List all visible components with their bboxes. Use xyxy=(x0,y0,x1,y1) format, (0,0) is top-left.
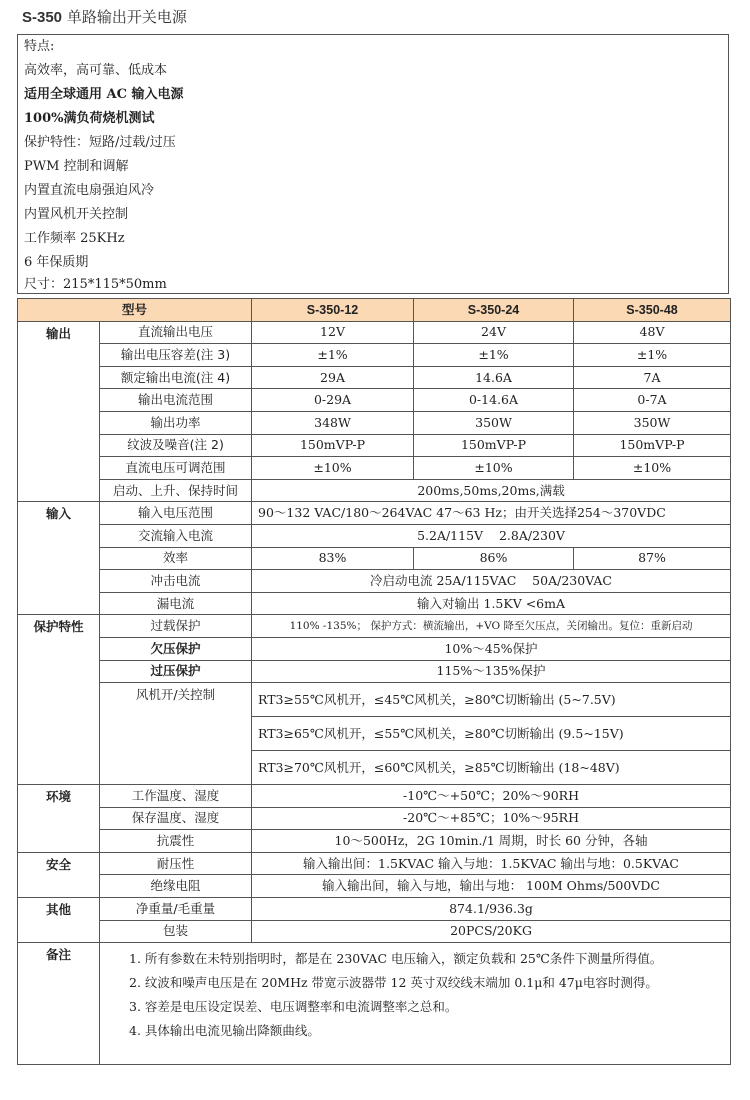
cell: 350W xyxy=(574,411,731,434)
feature-line: 尺寸：215*115*50mm xyxy=(24,277,167,292)
table-row xyxy=(18,920,731,943)
page-title xyxy=(22,6,187,27)
row-item: 输出电压容差(注 3) xyxy=(100,344,252,367)
note-line: 1. 所有参数在未特别指明时，都是在 230VAC 电压输入，额定负载和 25℃条件下测量所得值。 xyxy=(129,951,663,967)
group-input: 输入 xyxy=(18,502,100,615)
feature-line: 特点: xyxy=(24,39,55,54)
table-row xyxy=(18,411,731,434)
note-line: 4. 具体输出电流见输出降额曲线。 xyxy=(129,1023,320,1039)
cell: ±10% xyxy=(574,457,731,480)
cell: ±10% xyxy=(252,457,414,480)
table-row xyxy=(18,524,731,547)
table-row xyxy=(18,875,731,898)
feature-line: 高效率，高可靠、低成本 xyxy=(24,63,168,78)
cell: 90～132 VAC/180～264VAC 47～63 Hz；由开关选择254～370VDC xyxy=(252,502,731,525)
row-item: 纹波及噪音(注 2) xyxy=(100,434,252,457)
cell: 0-29A xyxy=(252,389,414,412)
table-row xyxy=(18,479,731,502)
row-item: 抗震性 xyxy=(100,830,252,853)
table-row xyxy=(18,615,731,638)
cell: 87% xyxy=(574,547,731,570)
table-row xyxy=(18,592,731,615)
cell: 150mVP-P xyxy=(414,434,574,457)
cell: 7A xyxy=(574,366,731,389)
feature-line: 保护特性：短路/过载/过压 xyxy=(24,135,176,150)
note-line: 2. 纹波和噪声电压是在 20MHz 带宽示波器带 12 英寸双绞线末端加 0.1μ和 47μ电容时测得。 xyxy=(129,975,658,991)
cell: 10～500Hz，2G 10min./1 周期，时长 60 分钟，各轴 xyxy=(252,830,731,853)
cell: 输入对输出 1.5KV <6mA xyxy=(252,592,731,615)
table-row xyxy=(18,637,731,660)
row-item: 漏电流 xyxy=(100,592,252,615)
feature-line: 工作频率 25KHz xyxy=(24,231,125,246)
row-item: 输出电流范围 xyxy=(100,389,252,412)
table-row xyxy=(18,366,731,389)
feature-line: PWM 控制和调解 xyxy=(24,159,129,174)
cell: 5.2A/115V 2.8A/230V xyxy=(252,524,731,547)
group-other: 其他 xyxy=(18,898,100,943)
table-row xyxy=(18,434,731,457)
table-row xyxy=(18,943,731,1065)
cell: 83% xyxy=(252,547,414,570)
note-line: 3. 容差是电压设定误差、电压调整率和电流调整率之总和。 xyxy=(129,999,458,1015)
group-notes: 备注 xyxy=(18,943,100,1065)
cell: 150mVP-P xyxy=(574,434,731,457)
row-item: 风机开/关控制 xyxy=(100,683,252,785)
cell: 20PCS/20KG xyxy=(252,920,731,943)
cell: 29A xyxy=(252,366,414,389)
cell: 14.6A xyxy=(414,366,574,389)
header-label: 型号 xyxy=(18,299,252,322)
group-protection: 保护特性 xyxy=(18,615,100,785)
row-item: 启动、上升、保持时间 xyxy=(100,479,252,502)
cell: 110% -135%； 保护方式：横流输出，+VO 降至欠压点，关闭输出。复位：重新启动 xyxy=(252,615,731,638)
cell: 48V xyxy=(574,321,731,344)
cell: 115%～135%保护 xyxy=(252,660,731,683)
feature-line: 内置风机开关控制 xyxy=(24,207,129,222)
group-output: 输出 xyxy=(18,321,100,502)
cell: 12V xyxy=(252,321,414,344)
cell: ±1% xyxy=(252,344,414,367)
cell: ±10% xyxy=(414,457,574,480)
cell: 874.1/936.3g xyxy=(252,898,731,921)
row-item: 过压保护 xyxy=(100,660,252,683)
cell: 输入输出间：1.5KVAC 输入与地：1.5KVAC 输出与地：0.5KVAC xyxy=(252,852,731,875)
cell: 输入输出间，输入与地，输出与地： 100M Ohms/500VDC xyxy=(252,875,731,898)
table-row xyxy=(18,683,731,717)
cell: 10%～45%保护 xyxy=(252,637,731,660)
cell: 冷启动电流 25A/115VAC 50A/230VAC xyxy=(252,570,731,593)
spec-table xyxy=(17,298,731,1065)
row-item: 工作温度、湿度 xyxy=(100,785,252,808)
cell: ±1% xyxy=(574,344,731,367)
row-item: 耐压性 xyxy=(100,852,252,875)
cell: ±1% xyxy=(414,344,574,367)
row-item: 输出功率 xyxy=(100,411,252,434)
model-col: S-350-48 xyxy=(574,299,731,322)
row-item: 过载保护 xyxy=(100,615,252,638)
table-header xyxy=(18,299,731,322)
row-item: 欠压保护 xyxy=(100,637,252,660)
feature-line: 内置直流电扇强迫风冷 xyxy=(24,183,155,198)
row-item: 净重量/毛重量 xyxy=(100,898,252,921)
cell: 200ms,50ms,20ms,满载 xyxy=(252,479,731,502)
row-item: 绝缘电阻 xyxy=(100,875,252,898)
table-row xyxy=(18,830,731,853)
cell: 0-7A xyxy=(574,389,731,412)
model-name: S-350 xyxy=(22,9,63,26)
table-row xyxy=(18,898,731,921)
feature-line: 适用全球通用 AC 输入电源 xyxy=(24,87,184,102)
table-row xyxy=(18,785,731,808)
table-row xyxy=(18,852,731,875)
table-row xyxy=(18,570,731,593)
row-item: 直流输出电压 xyxy=(100,321,252,344)
row-item: 额定输出电流(注 4) xyxy=(100,366,252,389)
feature-line: 100%满负荷烧机测试 xyxy=(24,111,155,126)
cell: 150mVP-P xyxy=(252,434,414,457)
features-box xyxy=(17,34,729,294)
table-row xyxy=(18,321,731,344)
table-row xyxy=(18,807,731,830)
model-col: S-350-24 xyxy=(414,299,574,322)
group-safety: 安全 xyxy=(18,852,100,897)
cell: 86% xyxy=(414,547,574,570)
cell: RT3≥55℃风机开，≤45℃风机关，≥80℃切断输出 (5~7.5V) xyxy=(252,683,731,717)
row-item: 效率 xyxy=(100,547,252,570)
cell: 350W xyxy=(414,411,574,434)
cell: RT3≥70℃风机开，≤60℃风机关，≥85℃切断输出 (18~48V) xyxy=(252,751,731,785)
row-item: 保存温度、湿度 xyxy=(100,807,252,830)
table-row xyxy=(18,344,731,367)
table-row xyxy=(18,660,731,683)
row-item: 直流电压可调范围 xyxy=(100,457,252,480)
row-item: 包装 xyxy=(100,920,252,943)
group-environment: 环境 xyxy=(18,785,100,853)
cell: 348W xyxy=(252,411,414,434)
table-row xyxy=(18,457,731,480)
cell: -10℃～+50℃；20%～90RH xyxy=(252,785,731,808)
feature-line: 6 年保质期 xyxy=(24,255,89,270)
cell: 0-14.6A xyxy=(414,389,574,412)
row-item: 交流输入电流 xyxy=(100,524,252,547)
model-col: S-350-12 xyxy=(252,299,414,322)
cell: -20℃～+85℃；10%～95RH xyxy=(252,807,731,830)
row-item: 输入电压范围 xyxy=(100,502,252,525)
row-item: 冲击电流 xyxy=(100,570,252,593)
table-row xyxy=(18,389,731,412)
table-row xyxy=(18,502,731,525)
title-text: 单路输出开关电源 xyxy=(66,8,187,26)
table-row xyxy=(18,547,731,570)
cell: 24V xyxy=(414,321,574,344)
notes-cell xyxy=(100,943,731,1065)
cell: RT3≥65℃风机开，≤55℃风机关，≥80℃切断输出 (9.5~15V) xyxy=(252,717,731,751)
